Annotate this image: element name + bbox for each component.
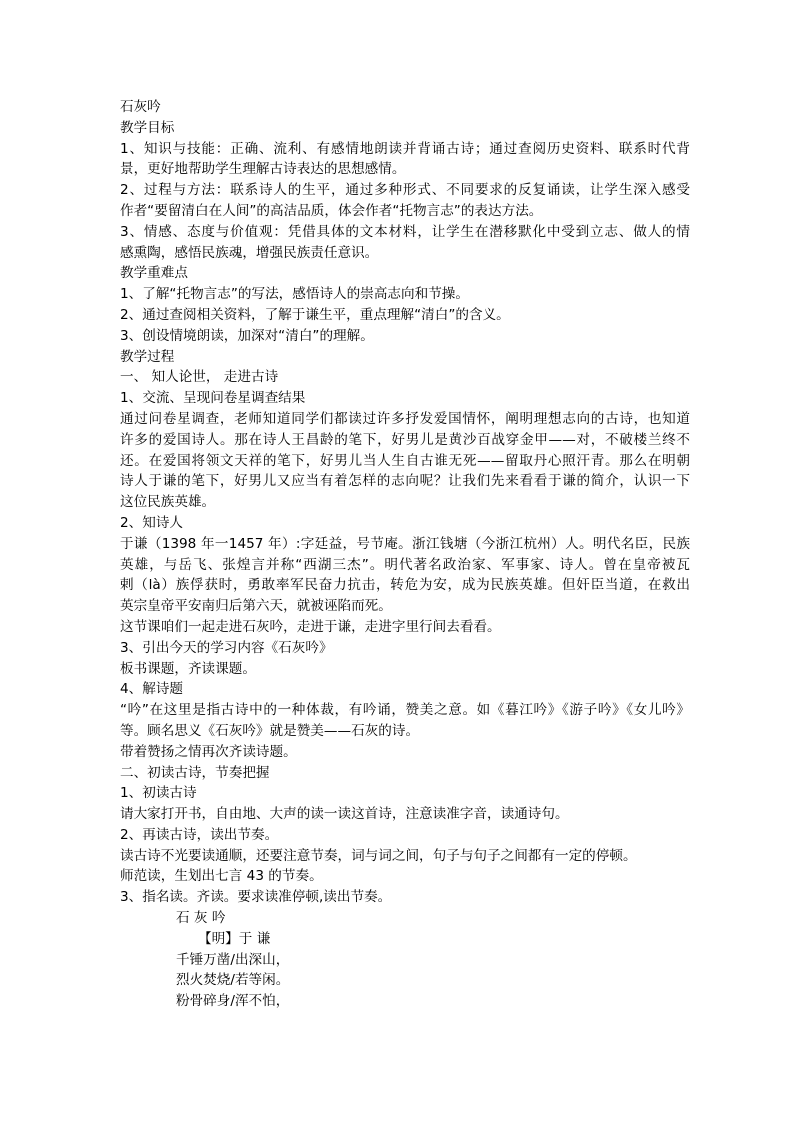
section-heading-goals: 教学目标 — [120, 119, 175, 136]
part-2-step-3-heading: 3、指名读。齐读。要求读准停顿,读出节奏。 — [120, 889, 392, 906]
keypoint-item-1: 1、了解“托物言志”的写法，感悟诗人的崇高志向和节操。 — [120, 286, 469, 303]
part-1-step-4-heading: 4、解诗题 — [120, 681, 184, 698]
poem-line-3: 粉骨碎身/浑不怕， — [176, 993, 290, 1010]
part-1-step-3-heading: 3、引出今天的学习内容《石灰吟》 — [120, 639, 333, 656]
goal-item-3-line-2: 感熏陶，感悟民族魂，增强民族责任意识。 — [120, 244, 379, 261]
keypoint-item-2: 2、通过查阅相关资料，了解于谦生平，重点理解“清白”的含义。 — [120, 306, 510, 323]
part-1-step-4-line-2: 等。顾名思义《石灰吟》就是赞美——石灰的诗。 — [120, 722, 420, 739]
part-1-step-1-line-2: 许多的爱国诗人。那在诗人王昌龄的笔下，好男儿是黄沙百战穿金甲——对，不破楼兰终不 — [120, 431, 690, 448]
part-1-heading: 一、 知人论世， 走进古诗 — [120, 369, 279, 386]
goal-item-1-line-2: 景，更好地帮助学生理解古诗表达的思想感情。 — [120, 161, 406, 178]
part-2-step-1-heading: 1、初读古诗 — [120, 785, 197, 802]
goal-item-3-line-1: 3、情感、态度与价值观：凭借具体的文本材料，让学生在潜移默化中受到立志、做人的情 — [120, 223, 690, 240]
part-1-step-1-line-1: 通过问卷星调查，老师知道同学们都读过许多抒发爱国情怀，阐明理想志向的古诗，也知道 — [120, 410, 690, 427]
part-1-step-2-line-3: 剌（là）族俘获时，勇敢率军民奋力抗击，转危为安，成为民族英雄。但奸臣当道，在救出 — [120, 577, 690, 594]
part-2-step-2-text-2: 师范读，生划出七言 43 的节奏。 — [120, 868, 323, 885]
part-1-step-1-line-3: 还。在爱国将领文天祥的笔下，好男儿当人生自古谁无死——留取丹心照汗青。那么在明朝 — [120, 452, 690, 469]
poem-author: 【明】于 谦 — [198, 930, 271, 947]
document-title: 石灰吟 — [120, 99, 161, 115]
part-1-step-3-text: 板书课题，齐读课题。 — [120, 660, 256, 677]
part-2-step-2-text-1: 读古诗不光要读通顺，还要注意节奏，词与词之间，句子与句子之间都有一定的停顿。 — [120, 847, 637, 864]
part-1-step-2-heading: 2、知诗人 — [120, 514, 184, 531]
part-1-step-4-line-1: “吟”在这里是指古诗中的一种体裁，有吟诵，赞美之意。如《暮江吟》《游子吟》《女儿吟》 — [120, 702, 690, 719]
goal-item-1-line-1: 1、知识与技能：正确、流利、有感情地朗读并背诵古诗；通过查阅历史资料、联系时代背 — [120, 140, 690, 157]
part-1-step-2-line-1: 于谦（1398 年一1457 年）:字廷益，号节庵。浙江钱塘（今浙江杭州）人。明代名臣，民族 — [120, 535, 690, 552]
part-2-step-2-heading: 2、再读古诗，读出节奏。 — [120, 826, 279, 843]
section-heading-keypoints: 教学重难点 — [120, 265, 188, 282]
goal-item-2-line-2: 作者“要留清白在人间”的高洁品质，体会作者“托物言志”的表达方法。 — [120, 202, 543, 219]
part-1-step-2-line-2: 英雄，与岳飞、张煌言并称“西湖三杰”。明代著名政治家、军事家、诗人。曾在皇帝被瓦 — [120, 556, 690, 573]
part-2-heading: 二、初读古诗，节奏把握 — [120, 764, 270, 781]
part-1-step-4-followup: 带着赞扬之情再次齐读诗题。 — [120, 743, 297, 760]
poem-title: 石 灰 吟 — [176, 910, 226, 927]
part-1-step-1-heading: 1、交流、呈现问卷星调查结果 — [120, 390, 306, 407]
part-2-step-1-text: 请大家打开书，自由地、大声的读一读这首诗，注意读准字音，读通诗句。 — [120, 806, 569, 823]
poem-line-2: 烈火焚烧/若等闲。 — [176, 972, 290, 989]
document-page — [120, 97, 690, 1012]
part-1-step-2-line-4: 英宗皇帝平安南归后第六天，就被诬陷而死。 — [120, 598, 392, 615]
part-1-step-1-line-5: 这位民族英雄。 — [120, 494, 216, 511]
part-1-step-2-followup: 这节课咱们一起走进石灰吟，走进于谦，走进字里行间去看看。 — [120, 618, 501, 635]
goal-item-2-line-1: 2、过程与方法：联系诗人的生平，通过多种形式、不同要求的反复诵读，让学生深入感受 — [120, 182, 690, 199]
part-1-step-1-line-4: 诗人于谦的笔下，好男儿又应当有着怎样的志向呢？让我们先来看看于谦的简介，认识一下 — [120, 473, 690, 490]
poem-line-1: 千锤万凿/出深山， — [176, 951, 290, 968]
section-heading-process: 教学过程 — [120, 348, 175, 365]
keypoint-item-3: 3、创设情境朗读，加深对“清白”的理解。 — [120, 327, 374, 344]
